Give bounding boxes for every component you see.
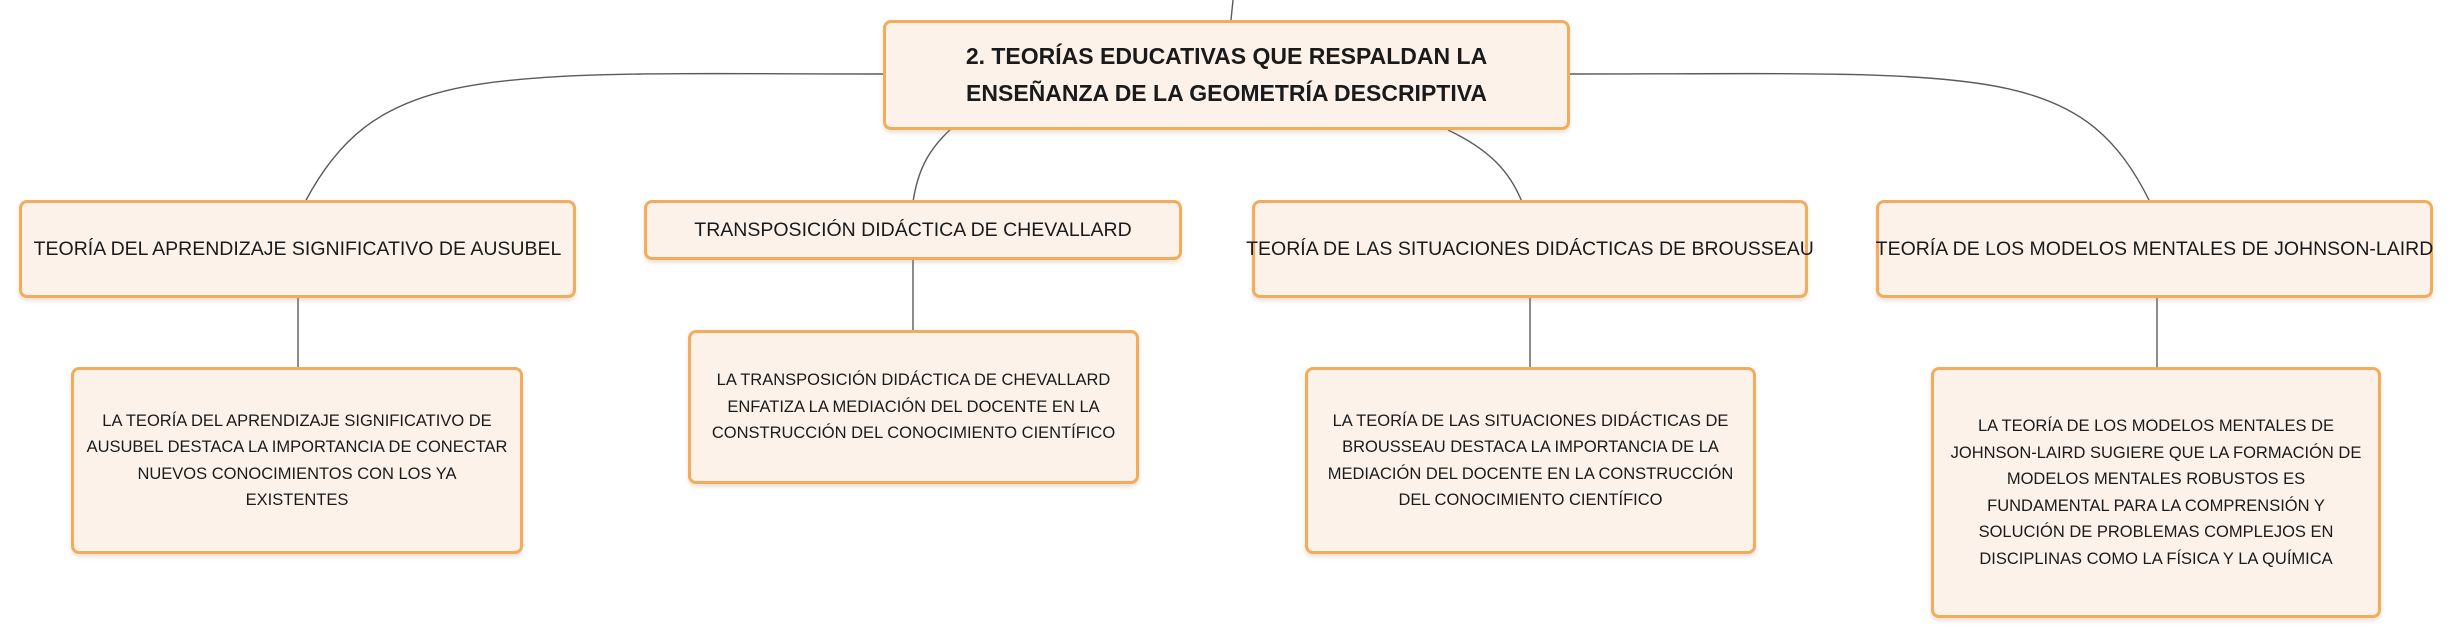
theory-node-johnsonlaird[interactable] <box>1876 200 2433 298</box>
connector-parent <box>1231 0 1233 20</box>
description-text: LA TEORÍA DE LAS SITUACIONES DIDÁCTICAS DE BROUSSEAU DESTACA LA IMPORTANCIA DE LA MEDIACIÓN DEL DOCENTE EN LA CONSTRUCCIÓN DEL CONOCIMIENTO CIENTÍFICO <box>1327 411 1734 509</box>
description-text: LA TEORÍA DEL APRENDIZAJE SIGNIFICATIVO DE AUSUBEL DESTACA LA IMPORTANCIA DE CONECTAR NUEVOS CONOCIMIENTOS CON LOS YA EXISTENTES <box>86 411 508 509</box>
theory-title: TEORÍA DEL APRENDIZAJE SIGNIFICATIVO DE AUSUBEL <box>33 238 562 260</box>
theory-title: TEORÍA DE LOS MODELOS MENTALES DE JOHNSON-LAIRD <box>1875 238 2434 260</box>
theory-title: TEORÍA DE LAS SITUACIONES DIDÁCTICAS DE BROUSSEAU <box>1246 238 1814 260</box>
description-node-ausubel[interactable] <box>71 367 523 554</box>
theory-node-brousseau[interactable] <box>1246 200 1814 298</box>
root-title: 2. TEORÍAS EDUCATIVAS QUE RESPALDAN LA ENSEÑANZA DE LA GEOMETRÍA DESCRIPTIVA <box>965 43 1488 106</box>
connector-root-ausubel <box>305 74 890 202</box>
description-node-johnsonlaird[interactable] <box>1931 367 2381 618</box>
description-node-chevallard[interactable] <box>688 330 1139 484</box>
connector-root-johnsonlaird <box>1570 74 2150 202</box>
connector-root-chevallard <box>913 128 952 202</box>
connector-root-brousseau <box>1448 130 1522 202</box>
theory-node-chevallard[interactable] <box>644 200 1182 260</box>
description-node-brousseau[interactable] <box>1305 367 1756 554</box>
root-node[interactable] <box>883 20 1570 130</box>
description-text: LA TEORÍA DE LOS MODELOS MENTALES DE JOHNSON-LAIRD SUGIERE QUE LA FORMACIÓN DE MODELOS MENTALES ROBUSTOS ES FUNDAMENTAL PARA LA COMPRENSIÓN Y SOLUCIÓN DE PROBLEMAS COMPLEJOS EN DISCIPLINAS COMO LA FÍSICA Y LA QUÍMICA <box>1950 417 2362 568</box>
description-text: LA TRANSPOSICIÓN DIDÁCTICA DE CHEVALLARD ENFATIZA LA MEDIACIÓN DEL DOCENTE EN LA CONSTRUCCIÓN DEL CONOCIMIENTO CIENTÍFICO <box>711 371 1116 443</box>
theory-node-ausubel[interactable] <box>19 200 576 298</box>
theory-title: TRANSPOSICIÓN DIDÁCTICA DE CHEVALLARD <box>694 219 1132 241</box>
